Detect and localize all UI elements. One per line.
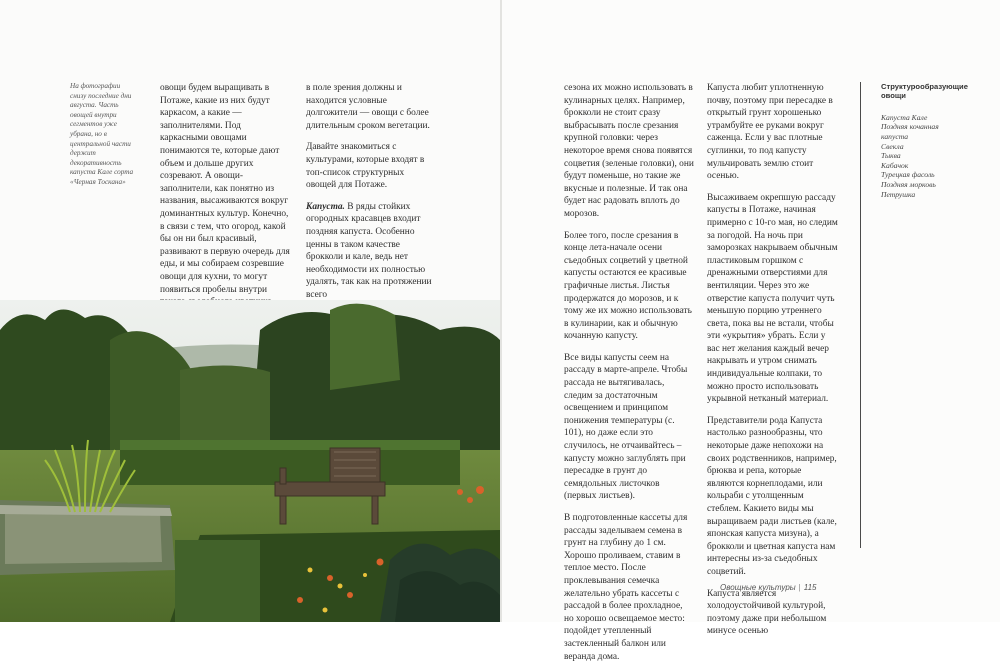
paragraph: Все виды капусты сеем на рассаду в марте-апреле. Чтобы рассада не вытягивалась, следим за достаточным освещением и принципом понижения температуры (с. 101), но даже если это случилось, не отчаивайтесь – капусту можно заглублять при пересадке в грунт до семядольных листочков (первых листьев). [564,352,688,502]
page-number: 115 [803,583,817,592]
sidebar-divider [860,82,861,548]
sidebar-item: Петрушка [881,189,916,199]
paragraph: Высаживаем окрепшую рассаду капусты в Потаже, начиная примерно с 10-го мая, но следим за погодой. На ночь при заморозках накрываем обычным пластиковым горшком с дренажными отверстиями для вентиляции. Через это же отверстие капуста получит чуть меньшую порцию утреннего света, пока вы не встали, чтобы эти «укрытия» убрать. Если у вас нет желания каждый вечер накрывать и утром снимать индивидуальные колпаки, то можно просто использовать укрывной нетканый материал. [707,192,838,405]
sidebar-box [881,82,968,199]
sidebar-item: Поздняя кочанная капуста [881,122,939,141]
sidebar-item: Свекла [881,141,904,151]
sidebar-list [881,113,961,199]
paragraph-body: В ряды стойких огородных красавцев входит поздняя капуста. Особенно ценны в таком качестве брокколи и кале, ведь нет необходимости их полностью удалять, так как на протяжении всего [306,201,432,300]
sidebar-item: Кабачок [881,160,909,170]
paragraph: Капуста любит уплотненную почву, поэтому при пересадке в открытый грунт хорошенько утрамбуйте ее руками вокруг саженца. Если у вас плотные суглинки, то под капусту мульчировать землю стоит осенью. [707,83,833,182]
paragraph-cabbage [306,201,436,302]
photo-caption: На фотографии снизу последние дни августа. Часть овощей внутри сегментов уже убрана, но в центральной части держит декоративность капуста Кале сорта «Черная Тоскана» [70,82,134,186]
paragraph: Давайте знакомиться с культурами, которые входят в топ-список структурных овощей для Потаже. [306,142,425,191]
footer-section-title: Овощные культуры [720,583,796,592]
paragraph: В подготовленные кассеты для рассады заделываем семена в грунт на глубину до 1 см. Хорошо проливаем, ставим в теплое место. После проклевывания семечка желательно убрать кассеты с рассадой в более прохладное, но хорошо освещаемое место: подойдет утепленный застекленный балкон или веранда дома. [564,513,688,662]
paragraph: в поле зрения должны и находится условные долгожители — овощи с более длительным сроком вегетации. [306,83,430,131]
paragraph-lead-in: Капуста. [306,201,345,212]
garden-photo [0,300,500,622]
paragraph: овощи будем выращивать в Потаже, какие из них будут каркасом, а какие — заполнителями. Под каркасными овощами понимаются те, которые дают объем и дольше других созревают. А овощи-заполнители, как понятно из названия, высаживаются вокруг доминантных культур. Конечно, в связи с тем, что огород, какой бы он ни был красивый, развивают в первую очередь для еды, и мы собираем созревшие овощи для кухни, то могут появиться пробелы внутри [160,83,290,295]
footer-separator: | [798,583,801,592]
sidebar-item: Капуста Кале [881,112,928,122]
garden-photo-illustration [0,300,500,622]
paragraph: Представители рода Капуста настолько разнообразны, что некоторые даже непохожи на своих родственников, например, брюква и репа, которые являются корнеплодами, или кольраби с утолщенным стеблем. Какието виды мы выращиваем ради листьев (кале, японская капуста мизуна), а брокколи и цветная капуста нам интересны из-за съедобных соцветий. [707,415,837,577]
page-footer [720,583,817,592]
paragraph: Более того, после срезания в конце лета-начале осени съедобных соцветий у цветной капусты остаются ее красивые графичные листья. Листья продержатся до морозов, и к тому же их можно использовать в кулинарии, как и обычную кочанную капусту. [564,230,692,342]
sidebar-item: Тыква [881,151,901,161]
right-column-1 [564,82,694,672]
sidebar-item: Турецкая фасоль [881,170,935,180]
sidebar-title: Структурообразующие овощи [881,82,968,101]
right-column-2 [707,82,839,647]
left-column-1 [160,82,290,330]
left-page [0,0,500,622]
paragraph: Капуста является холодоустойчивой культурой, поэтому даже при небольшом минусе осенью [707,588,827,637]
left-column-2 [306,82,436,311]
sidebar-item: Поздняя морковь [881,179,936,189]
paragraph: сезона их можно использовать в кулинарных целях. Например, брокколи не стоит сразу выбрасывать после срезания крупной головки: через некоторое время снова появятся соцветия (зеленые головки), они будут поменьше, но такие же вкусные и полезные. И так она будет нас радовать вплоть до морозов. [564,83,694,219]
